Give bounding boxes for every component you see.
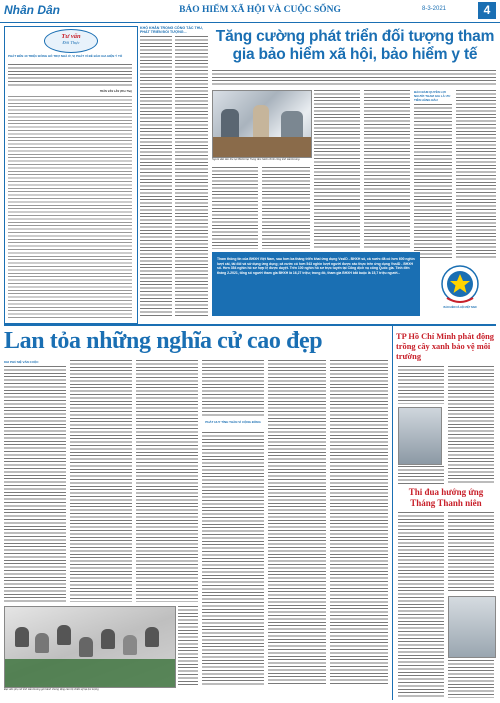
sidebar-col-2 — [175, 36, 208, 318]
side-news-photo-1 — [398, 407, 442, 465]
story2-col-2 — [70, 360, 132, 602]
issue-date: 8-3-2021 — [422, 6, 447, 12]
newspaper-brand: Nhân Dân — [4, 3, 61, 17]
story2-col-3 — [136, 360, 198, 602]
story2-col-3b — [178, 606, 198, 686]
side-news-1-col-1b — [398, 466, 444, 484]
side-news-title-1: TP Hồ Chí Minh phát động trồng cây xanh bảo vệ môi trường — [396, 332, 494, 361]
feature-photo — [212, 90, 312, 158]
qa-author: TRẦN VĂN LÂN (Phú Thọ) — [99, 90, 132, 93]
info-box — [212, 252, 420, 316]
feature-col-3 — [314, 90, 360, 249]
qa-badge-title: Tư vấn — [61, 33, 81, 40]
feature-subhead: BẢO ĐẢM QUYỀN LỢI NGƯỜI THAM GIA LÀ ƯU TIÊN HÀNG ĐẦU — [414, 90, 451, 102]
side-news-2-col-2a — [448, 512, 494, 592]
feature-col-1 — [212, 167, 258, 249]
qa-badge — [44, 29, 98, 53]
feature-col-4 — [364, 90, 410, 249]
info-box-text: Tham thông tin của BHXH Việt Nam, sau hơn ba tháng triển khai ứng dụng VssID - BHXH số, cả nước đã có hơn 600 nghìn lượt cài, tài đối và sử dụng ứng dụng; cả nước có hơn 543 nghìn lượt người được xác thực trên ứng dụng VssID - BHXH số. Hơn 354 nghìn hồ sơ hợp lệ được duyệt. Trên 100 nghìn hồ sơ trực tuyến tại Cổng dịch vụ công Quốc gia. Tính đến tháng 2-2021, tổng số người tham gia BHXH là 16,27 triệu; trong đó, tham gia BHXH bắt buộc là 15,7 triệu người... — [217, 257, 415, 275]
feature-photo-caption: Người dân làm thủ tục BHXH tại Trung tâm hành chính công tỉnh Hải Dương. — [212, 158, 301, 161]
section-title: BẢO HIỂM XÃ HỘI VÀ CUỘC SỐNG — [179, 5, 341, 15]
qa-answer-text — [8, 96, 132, 318]
story2-subhead-2: PHÁT HUY TÍNH THẦN VÌ CỘNG ĐỒNG — [205, 420, 261, 424]
story2-photo-caption: Đại viên phụ nữ tỉnh Hải Dương gói bánh chưng tặng cán bộ chiến sỹ tại lực lượng — [4, 688, 99, 691]
vss-logo — [425, 262, 495, 312]
side-news-2-col-2b — [448, 660, 494, 698]
feature-sapo — [212, 70, 496, 87]
side-news-2-col-1 — [398, 512, 444, 698]
story2-col-4a — [202, 360, 264, 416]
page-number: 4 — [478, 2, 496, 19]
qa-question-text — [8, 64, 132, 88]
story2-photo — [4, 606, 176, 688]
logo-caption: BẢO HIỂM XÃ HỘI VIỆT NAM — [443, 306, 477, 309]
sidebar-title: KHÓ KHĂN TRONG CÔNG TÁC THU, PHÁT TRIỂN ĐỐI TƯỢNG... — [140, 26, 203, 35]
feature-title: Tăng cường phát triển đối tượng tham gia bảo hiểm xã hội, bảo hiểm y tế — [215, 28, 495, 63]
feature-col-6 — [456, 90, 496, 258]
side-news-title-2: Thi đua hướng ứng Tháng Thanh niên — [408, 487, 484, 508]
qa-badge-subtitle: Đời Thực — [62, 40, 80, 45]
story2-col-6 — [330, 360, 388, 686]
story2-subhead-1: KHI PHỦ MỆ VẤN CUỘC — [4, 360, 39, 364]
story2-col-1 — [4, 366, 66, 602]
sidebar-col-1 — [140, 36, 172, 318]
story2-title: Lan tỏa những nghĩa cử cao đẹp — [4, 328, 323, 354]
qa-headline: PHÁT ĐẾN 40 TRIỆU ĐỒNG HỖ TRỢ NHÀ Ở, VỊ PHÁT VÌ ĐỂ BÀO GIA HIỆN Ý TỐ — [8, 54, 123, 58]
story2-col-4b — [202, 432, 264, 686]
side-news-photo-2 — [448, 596, 496, 658]
story2-col-5 — [268, 360, 326, 686]
side-news-1-col-2 — [448, 366, 494, 484]
side-news-1-col-1a — [398, 366, 444, 404]
feature-col-2 — [262, 167, 310, 249]
feature-col-5 — [414, 104, 452, 258]
